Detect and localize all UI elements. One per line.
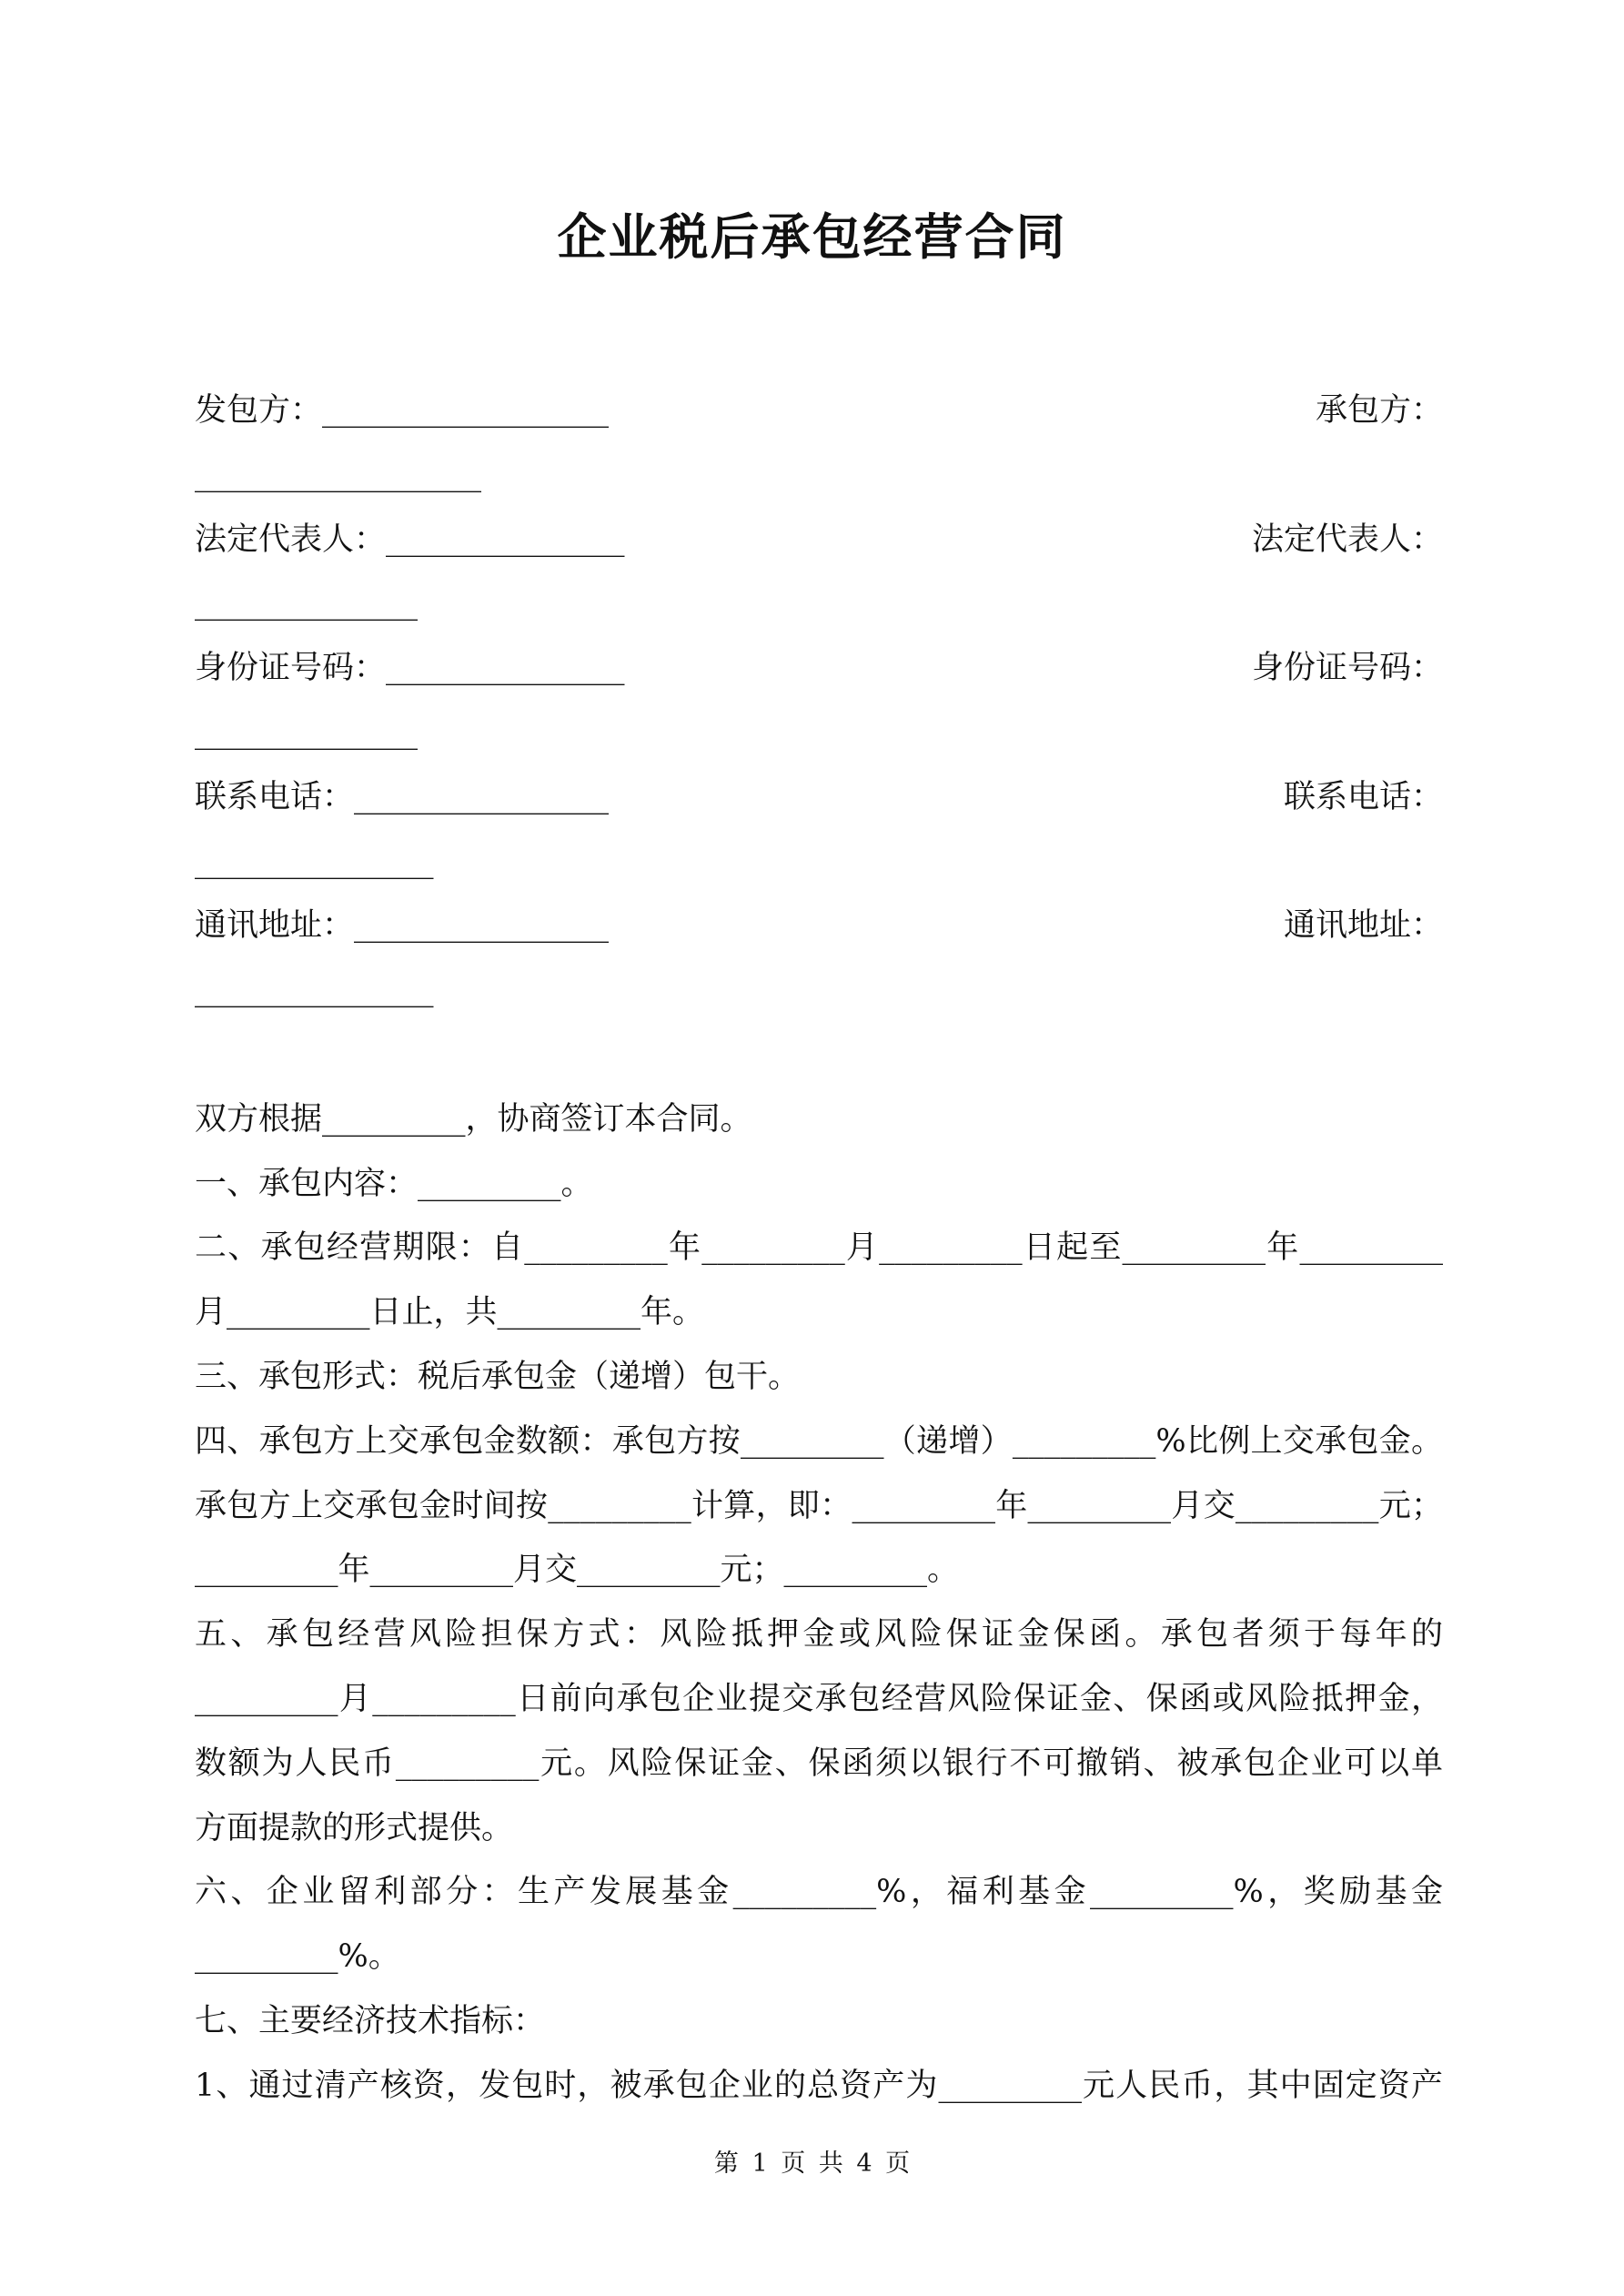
- spacer: [195, 1023, 1443, 1087]
- party-row-cont: __________________: [195, 456, 481, 493]
- text-line: 月_________日止，共_________年。: [195, 1294, 705, 1331]
- party-row-cont: _______________: [195, 972, 434, 1009]
- text-line: _________月_________日前向承包企业提交承包经营风险保证金、保函或风险抵押金，: [195, 1680, 1443, 1717]
- text-line: 七、主要经济技术指标：: [195, 2002, 546, 2039]
- contract-body: [195, 379, 1443, 2119]
- party-row-id: [195, 636, 1443, 701]
- legal-rep-label: 法定代表人：: [1251, 521, 1443, 558]
- id-label: 身份证号码：: [1251, 650, 1443, 687]
- text-line: 四、承包方上交承包金数额：承包方按_________（递增）_________%比例上交承包金。: [195, 1422, 1443, 1460]
- text-line: 六、企业留利部分：生产发展基金_________%，福利基金_________%，奖励基金: [195, 1874, 1443, 1911]
- issuer-field: 发包方：__________________: [195, 392, 610, 429]
- page-number: 第 1 页 共 4 页: [713, 2149, 911, 2178]
- party-row-phone: [195, 765, 1443, 830]
- text-line: 二、承包经营期限：自_________年_________月_________日起至_________年_________: [195, 1229, 1443, 1267]
- text-line: 三、承包形式：税后承包金（递增）包干。: [195, 1358, 801, 1395]
- text-line: 方面提款的形式提供。: [195, 1809, 514, 1846]
- text-line: 五、承包经营风险担保方式：风险抵押金或风险保证金保函。承包者须于每年的: [195, 1616, 1443, 1654]
- party-row-legal-rep: [195, 508, 1443, 572]
- party-row-issuer: [195, 379, 1443, 443]
- text-line: 一、承包内容：_________。: [195, 1165, 593, 1202]
- id-field: 身份证号码：_______________: [195, 650, 625, 687]
- text-line: 承包方上交承包金时间按_________计算，即：_________年_________月交_________元；: [195, 1487, 1443, 1524]
- party-row-cont: ______________: [195, 585, 418, 622]
- text-line: _________年_________月交_________元；_________。: [195, 1552, 960, 1589]
- phone-field: 联系电话：________________: [195, 778, 610, 815]
- party-row-cont: _______________: [195, 843, 434, 880]
- contractor-label: 承包方：: [1315, 392, 1443, 429]
- party-row-cont: ______________: [195, 713, 418, 751]
- address-label: 通讯地址：: [1283, 907, 1443, 945]
- phone-label: 联系电话：: [1283, 778, 1443, 815]
- legal-rep-field: 法定代表人：_______________: [195, 521, 625, 558]
- party-row-address: [195, 894, 1443, 958]
- document-title: 企业税后承包经营合同: [557, 207, 1067, 266]
- text-line: 1、通过清产核资，发包时，被承包企业的总资产为_________元人民币，其中固定资产: [195, 2067, 1443, 2104]
- text-line: _________%。: [195, 1938, 400, 1976]
- text-line: 双方根据_________，协商签订本合同。: [195, 1100, 752, 1138]
- text-line: 数额为人民币_________元。风险保证金、保函须以银行不可撤销、被承包企业可以单: [195, 1745, 1443, 1782]
- address-field: 通讯地址：________________: [195, 907, 610, 945]
